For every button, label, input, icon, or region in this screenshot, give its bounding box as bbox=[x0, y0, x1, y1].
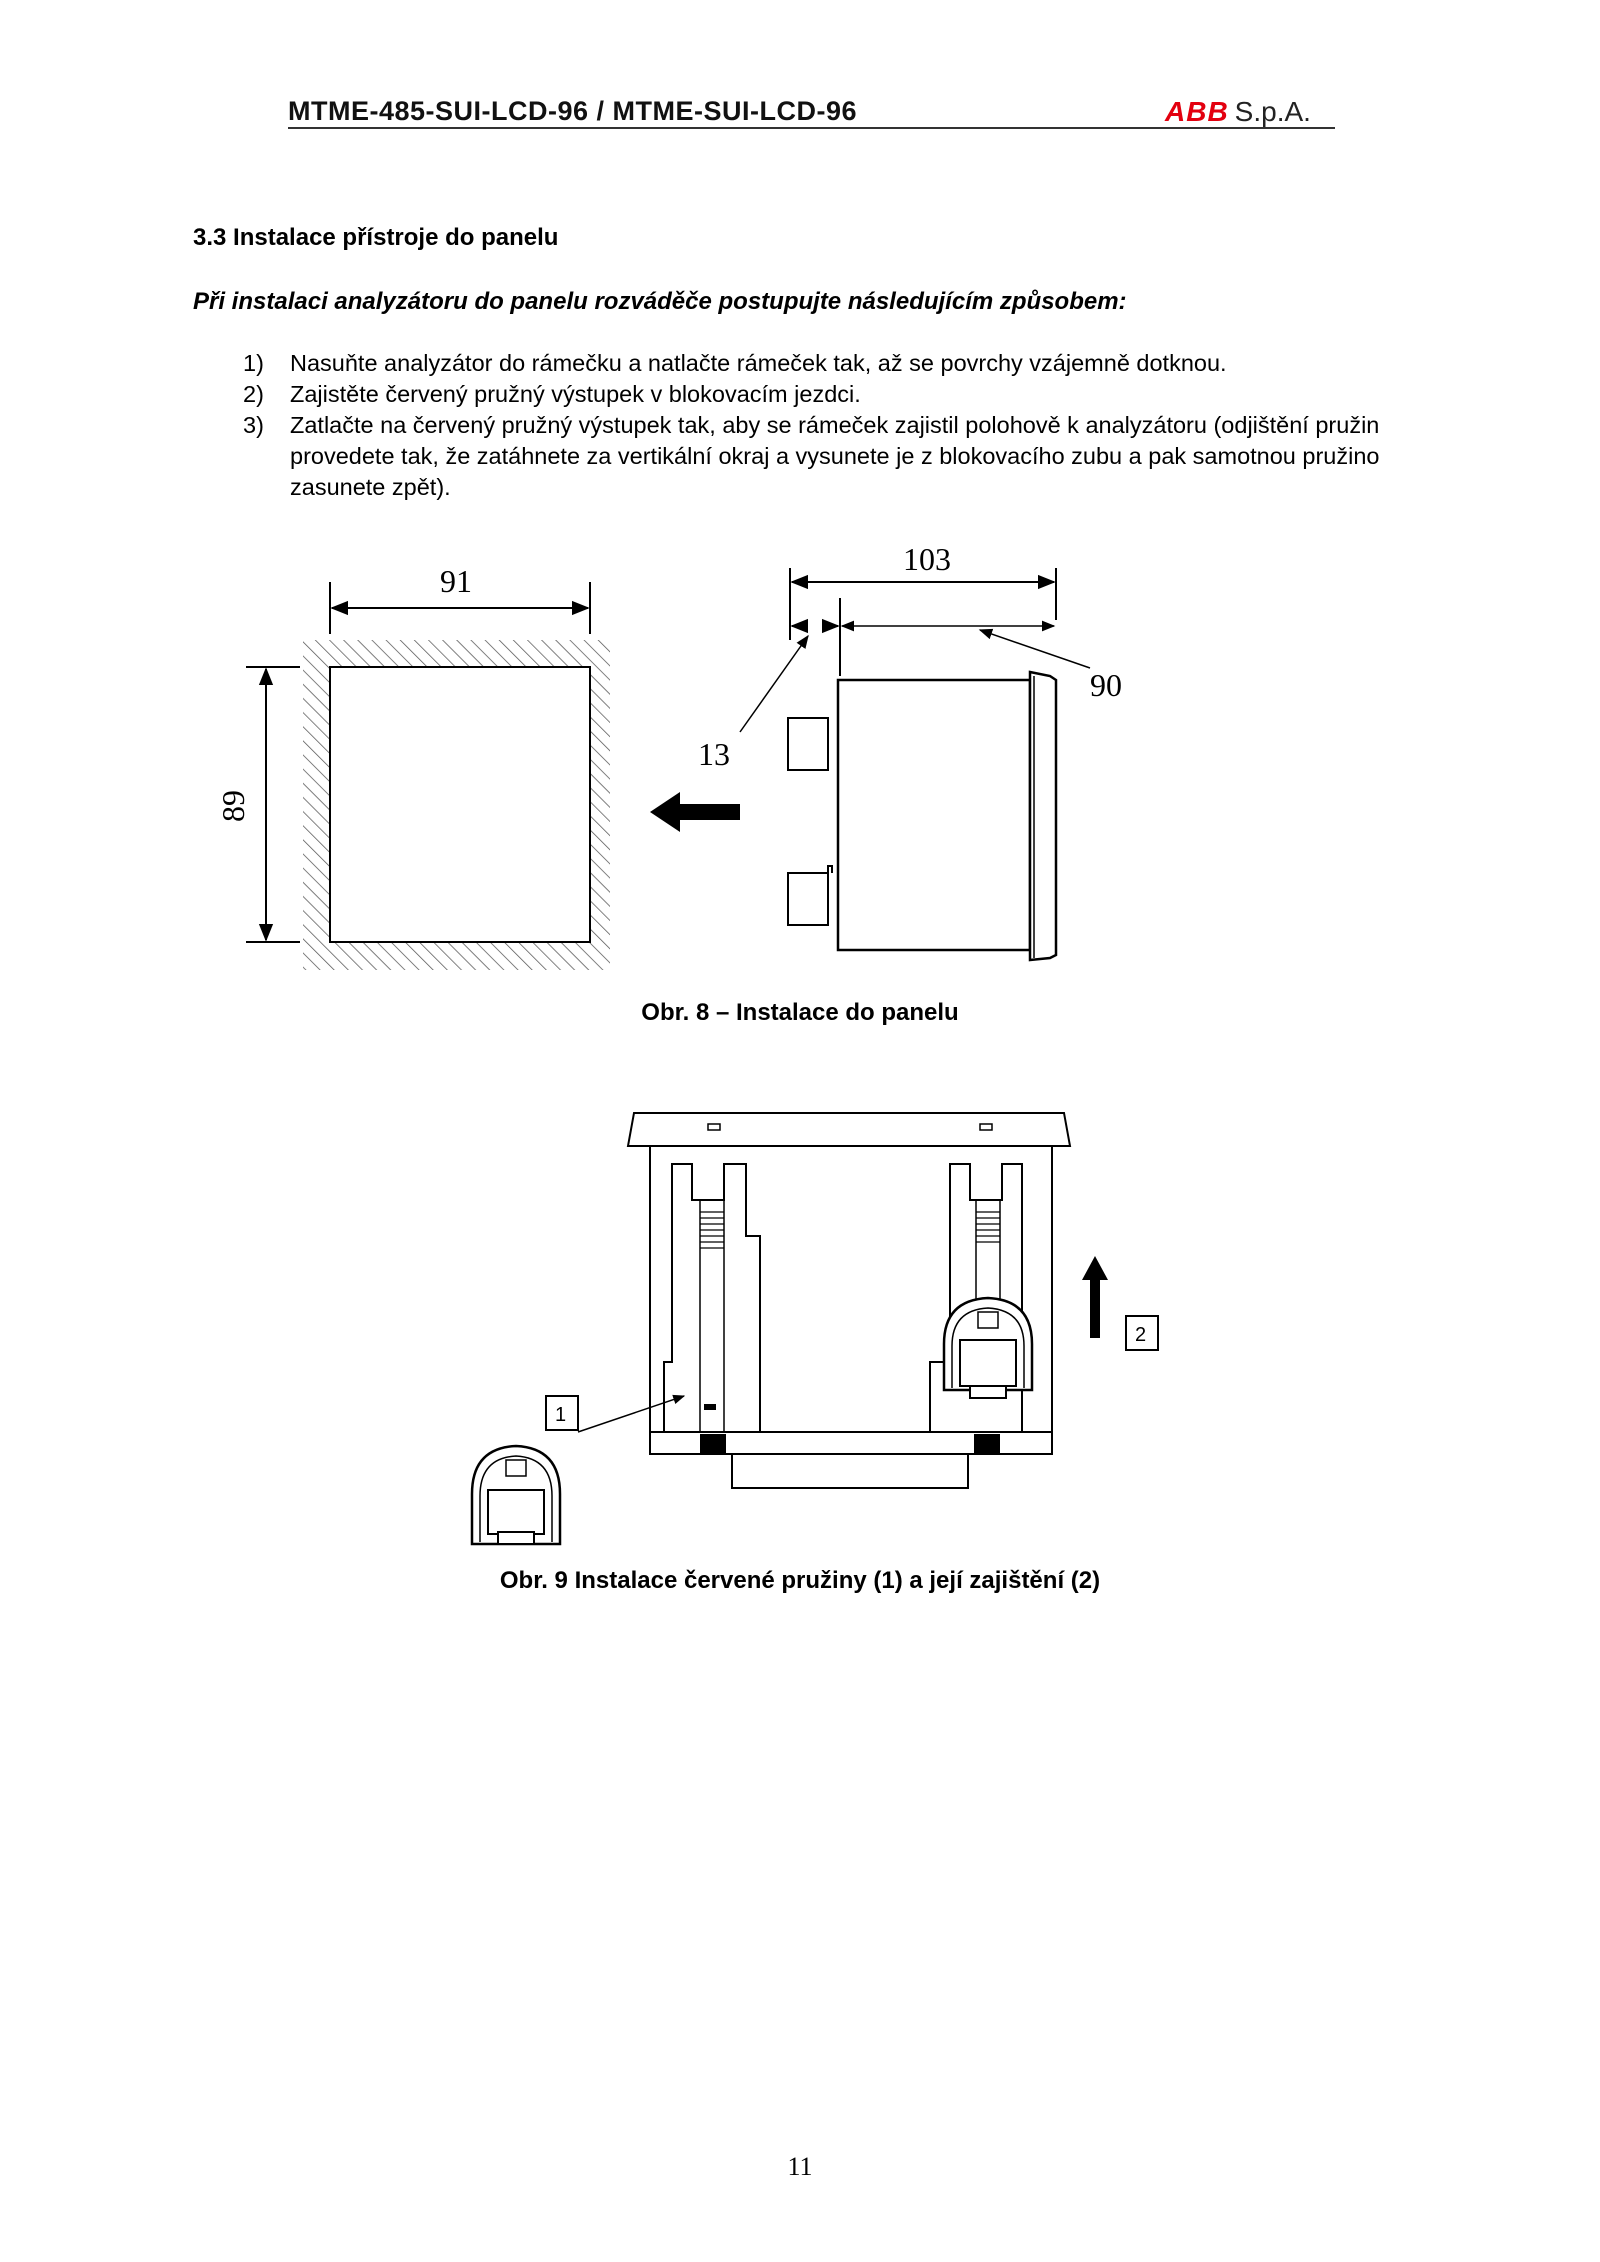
steps-list bbox=[243, 348, 1413, 503]
figure-9-spring-installation-diagram bbox=[0, 1100, 1600, 1560]
label-box-1 bbox=[546, 1396, 578, 1430]
label-box-2 bbox=[1126, 1316, 1158, 1350]
dimension-label: 91 bbox=[440, 563, 472, 599]
page-number: 11 bbox=[787, 2152, 813, 2181]
list-item: 3) Zatlačte na červený pružný výstupek tak, aby se rámeček zajistil polohově k analyzátoru (odjištění pružin provedete tak, že zatáhnete za vertikální okraj a vysunete je z blokovacího zubu a pak samotnou pružino zasunete zpět). bbox=[243, 412, 1380, 500]
figure-9-caption: Obr. 9 Instalace červené pružiny (1) a její zajištění (2) bbox=[499, 1567, 1101, 1594]
dimension-label: 13 bbox=[698, 736, 730, 772]
figure-8-caption: Obr. 8 – Instalace do panelu bbox=[641, 999, 959, 1026]
section-heading: 3.3 Instalace přístroje do panelu bbox=[193, 224, 559, 251]
panel-cutout bbox=[303, 640, 610, 970]
dimension-label: 89 bbox=[215, 790, 251, 822]
device-side-view bbox=[788, 672, 1056, 960]
svg-text:2: 2 bbox=[1135, 1324, 1147, 1346]
abb-logo: ABB bbox=[1165, 96, 1229, 127]
dimension-label: 90 bbox=[1090, 667, 1122, 703]
lock-direction-arrow bbox=[1082, 1256, 1108, 1338]
insert-direction-arrow bbox=[650, 792, 740, 832]
svg-text:1: 1 bbox=[555, 1404, 567, 1426]
list-item: 2) Zajistěte červený pružný výstupek v blokovacím jezdci. bbox=[243, 381, 861, 407]
brand bbox=[1165, 96, 1311, 128]
section-intro: Při instalaci analyzátoru do panelu rozváděče postupujte následujícím způsobem: bbox=[193, 288, 1127, 315]
dimension-width bbox=[330, 563, 590, 634]
dimension-label: 103 bbox=[903, 541, 951, 577]
list-item: 1) Nasuňte analyzátor do rámečku a natlačte rámeček tak, až se povrchy vzájemně dotknou. bbox=[243, 350, 1227, 376]
company-suffix: S.p.A. bbox=[1234, 96, 1311, 127]
dimension-height bbox=[215, 667, 300, 942]
document-title: MTME-485-SUI-LCD-96 / MTME-SUI-LCD-96 bbox=[288, 96, 858, 126]
left-slot bbox=[664, 1164, 760, 1432]
figure-8-panel-cutout-diagram bbox=[0, 520, 1600, 980]
header-rule bbox=[288, 127, 1335, 129]
loose-spring bbox=[472, 1446, 560, 1544]
